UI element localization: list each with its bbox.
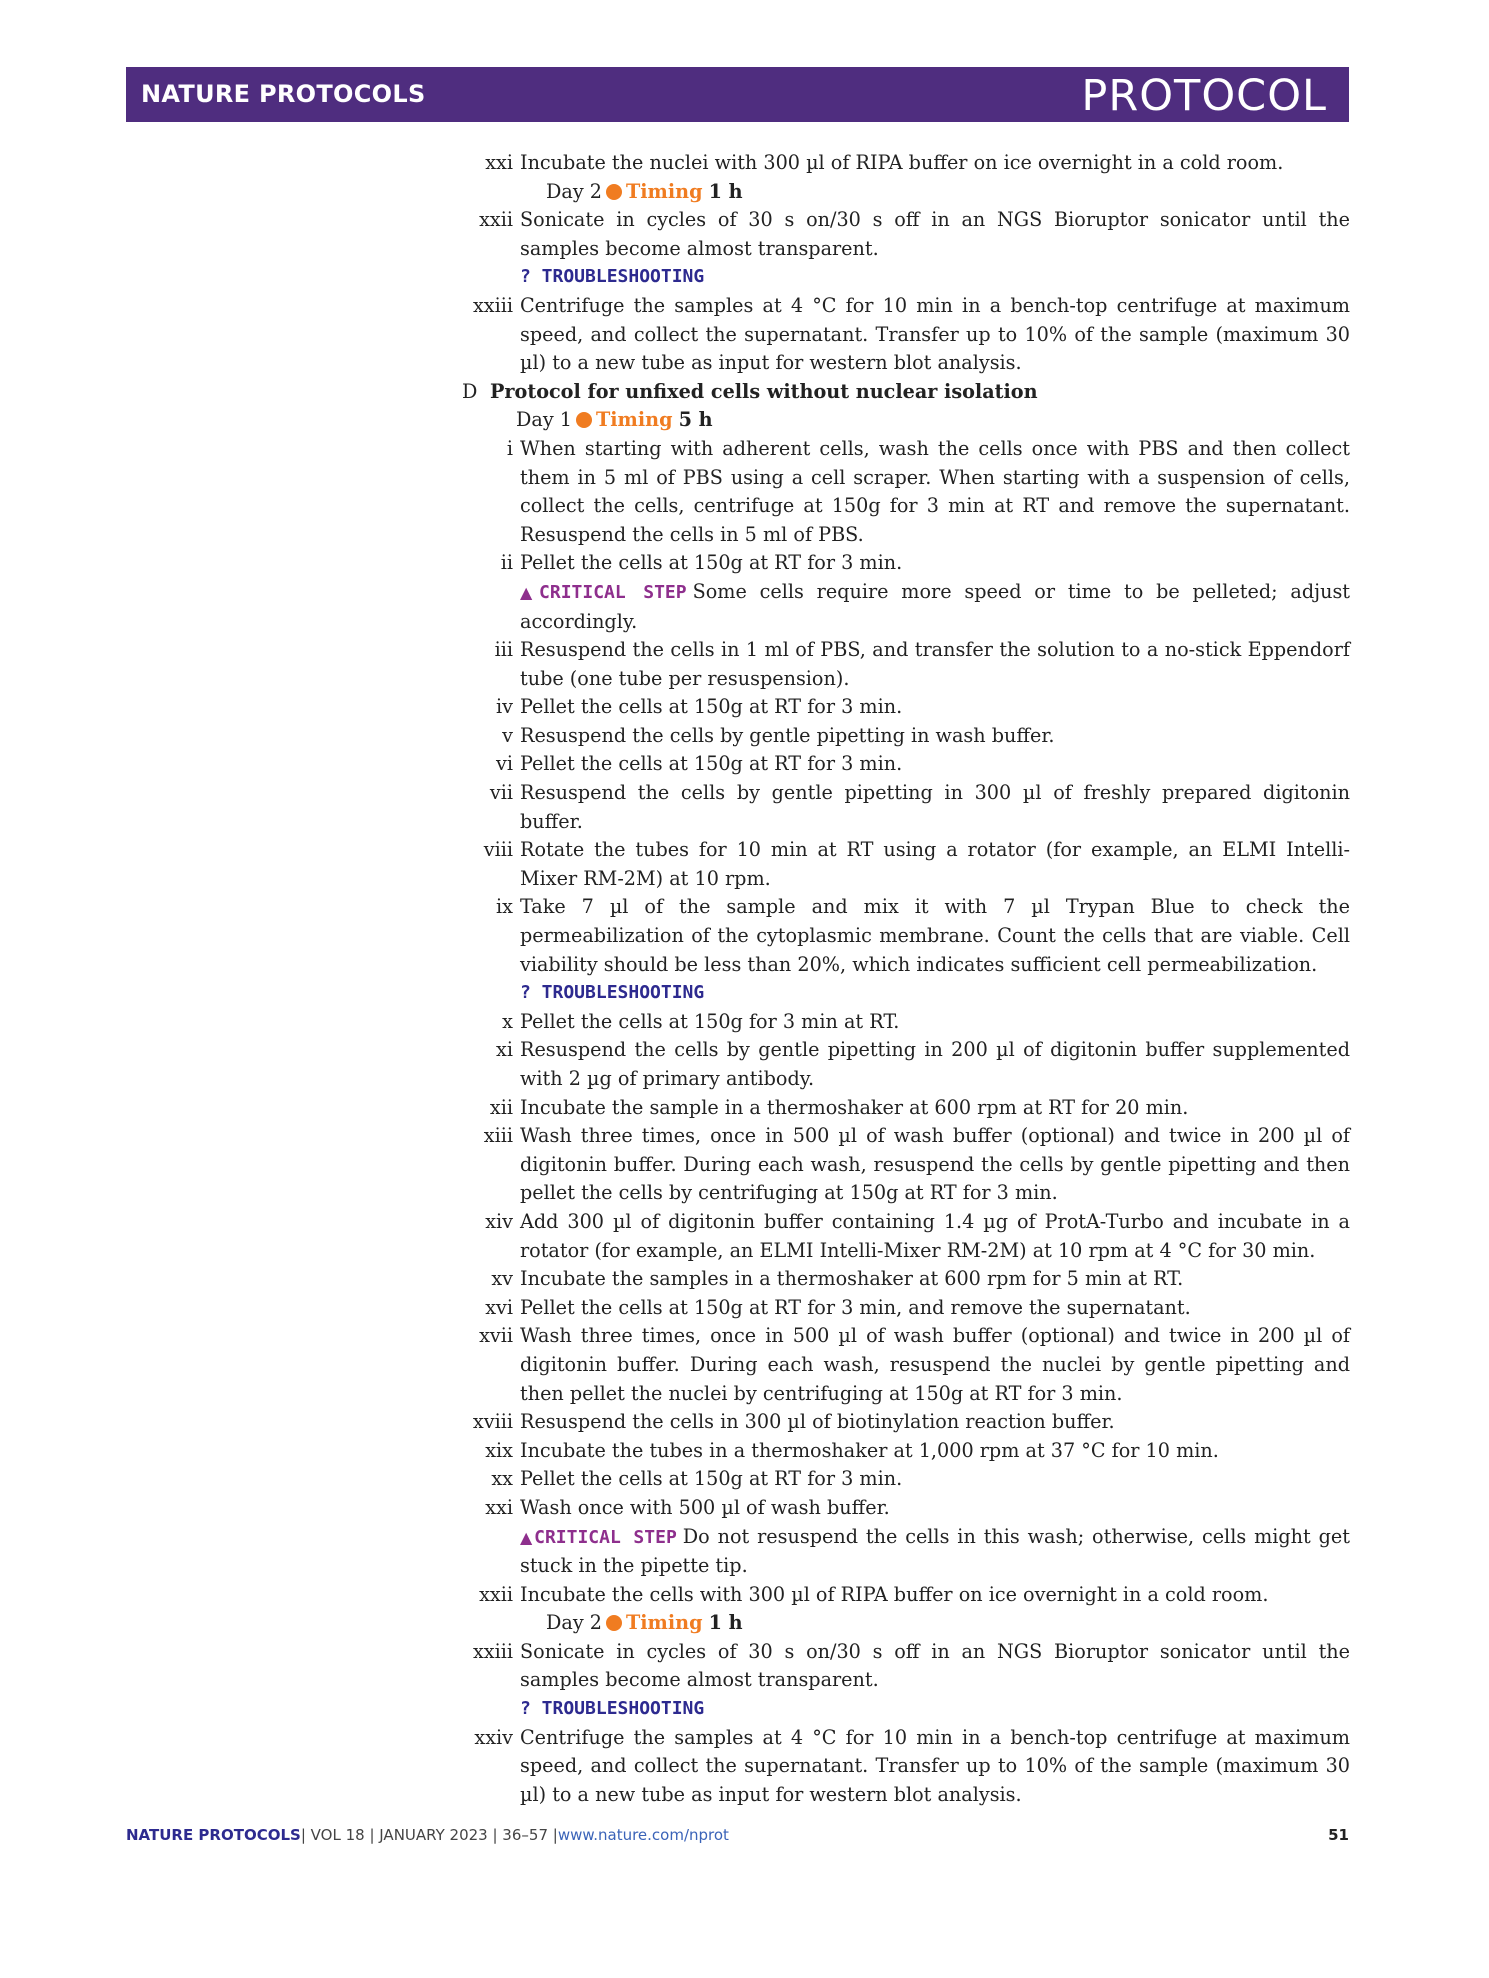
critical-step: ▲CRITICAL STEP Do not resuspend the cells in this wash; otherwise, cells might get stuck in the pipette tip. — [520, 1524, 1350, 1578]
footer-journal: NATURE PROTOCOLS — [126, 1826, 301, 1844]
timing-dot-icon — [606, 184, 622, 200]
step-item: xxii Incubate the cells with 300 µl of RIPA buffer on ice overnight in a cold room. — [479, 1582, 1269, 1606]
header-banner — [126, 67, 1349, 122]
footer-volume: | VOL 18 | JANUARY 2023 | 36–57 | — [300, 1826, 558, 1844]
timing-dot-icon — [606, 1615, 622, 1631]
step-item: xvi Pellet the cells at 150g at RT for 3 min, and remove the supernatant. — [485, 1295, 1191, 1319]
warning-triangle-icon: ▲ — [520, 1527, 535, 1547]
article-type: PROTOCOL — [1081, 71, 1327, 121]
day-timing: Day 1 Timing 5 h — [516, 408, 713, 432]
step-item: v Resuspend the cells by gentle pipetting in wash buffer. — [502, 723, 1055, 747]
journal-title: NATURE PROTOCOLS — [141, 80, 426, 108]
step-item: xxiv Centrifuge the samples at 4 °C for 10 min in a bench-top centrifuge at maximum speed, and collect the supernatant. Transfer up to 10% of the sample (maximum 30 µl) to a new tube as input for western blot analysis. — [474, 1725, 1350, 1806]
step-item: xv Incubate the samples in a thermoshaker at 600 rpm for 5 min at RT. — [491, 1267, 1184, 1291]
step-item: xxii Sonicate in cycles of 30 s on/30 s off in an NGS Bioruptor sonicator until the samples become almost transparent. — [479, 208, 1350, 260]
step-item: xxiii Sonicate in cycles of 30 s on/30 s off in an NGS Bioruptor sonicator until the samples become almost transparent. — [472, 1639, 1350, 1692]
troubleshooting-label: ? TROUBLESHOOTING — [520, 982, 705, 1004]
step-item: vii Resuspend the cells by gentle pipetting in 300 µl of freshly prepared digitonin buffer. — [489, 781, 1350, 833]
step-item: viii Rotate the tubes for 10 min at RT using a rotator (for example, an ELMI Intelli-Mixer RM-2M) at 10 rpm. — [483, 838, 1350, 890]
critical-step: ▲CRITICAL STEP Some cells require more speed or time to be pelleted; adjust accordingly. — [520, 579, 1350, 633]
step-item: xiii Wash three times, once in 500 µl of wash buffer (optional) and twice in 200 µl of digitonin buffer. During each wash, resuspend the cells by gentle pipetting and then pellet the cells by centrifuging at 150g at RT for 3 min. — [483, 1124, 1350, 1205]
step-item: ix Take 7 µl of the sample and mix it with 7 µl Trypan Blue to check the permeabilization of the cytoplasmic membrane. Count the cells that are viable. Cell viability should be less than 20%, which indicates sufficient cell permeabilization. — [496, 895, 1350, 976]
day-timing: Day 2 Timing 1 h — [546, 1611, 743, 1635]
day-timing: Day 2 Timing 1 h — [546, 179, 743, 203]
section-d-heading: D Protocol for unfixed cells without nuclear isolation — [462, 379, 1038, 403]
step-item: xi Resuspend the cells by gentle pipetting in 200 µl of digitonin buffer supplemented with 2 µg of primary antibody. — [496, 1038, 1350, 1090]
step-item: xviii Resuspend the cells in 300 µl of biotinylation reaction buffer. — [472, 1410, 1115, 1434]
step-item: iv Pellet the cells at 150g at RT for 3 min. — [496, 695, 903, 719]
timing-dot-icon — [576, 412, 592, 428]
step-item: xiv Add 300 µl of digitonin buffer containing 1.4 µg of ProtA-Turbo and incubate in a rotator (for example, an ELMI Intelli-Mixer RM-2M) at 10 rpm at 4 °C for 30 min. — [485, 1209, 1350, 1262]
step-item: iii Resuspend the cells in 1 ml of PBS, and transfer the solution to a no-stick Eppendorf tube (one tube per resuspension). — [494, 638, 1350, 690]
protocol-body — [450, 149, 1350, 1809]
page-number: 51 — [1328, 1826, 1349, 1844]
step-item: xxiii Centrifuge the samples at 4 °C for 10 min in a bench-top centrifuge at maximum speed, and collect the supernatant. Transfer up to 10% of the sample (maximum 30 µl) to a new tube as input for western blot analysis. — [472, 293, 1350, 375]
troubleshooting-label: ? TROUBLESHOOTING — [520, 1698, 705, 1720]
step-item: i When starting with adherent cells, wash the cells once with PBS and then collect them in 5 ml of PBS using a cell scraper. When starting with a suspension of cells, collect the cells, centrifuge at 150g for 3 min at RT and remove the supernatant. Resuspend the cells in 5 ml of PBS. — [506, 436, 1350, 546]
step-item: x Pellet the cells at 150g for 3 min at RT. — [502, 1009, 900, 1033]
step-item: vi Pellet the cells at 150g at RT for 3 min. — [496, 752, 903, 776]
step-item: ii Pellet the cells at 150g at RT for 3 min. — [500, 551, 903, 575]
page-footer — [126, 1826, 1349, 1844]
footer-url[interactable]: www.nature.com/nprot — [557, 1826, 729, 1844]
step-item: xxi Wash once with 500 µl of wash buffer. — [485, 1495, 890, 1519]
warning-triangle-icon: ▲ — [520, 582, 540, 602]
troubleshooting-label: ? TROUBLESHOOTING — [520, 266, 705, 288]
step-item: xvii Wash three times, once in 500 µl of wash buffer (optional) and twice in 200 µl of digitonin buffer. During each wash, resuspend the nuclei by gentle pipetting and then pellet the nuclei by centrifuging at 150g at RT for 3 min. — [479, 1324, 1350, 1405]
step-item: xxi Incubate the nuclei with 300 µl of RIPA buffer on ice overnight in a cold room. — [485, 151, 1284, 174]
step-item: xix Incubate the tubes in a thermoshaker at 1,000 rpm at 37 °C for 10 min. — [485, 1438, 1219, 1462]
step-item: xii Incubate the sample in a thermoshaker at 600 rpm at RT for 20 min. — [489, 1095, 1189, 1119]
step-item: xx Pellet the cells at 150g at RT for 3 min. — [491, 1467, 903, 1491]
